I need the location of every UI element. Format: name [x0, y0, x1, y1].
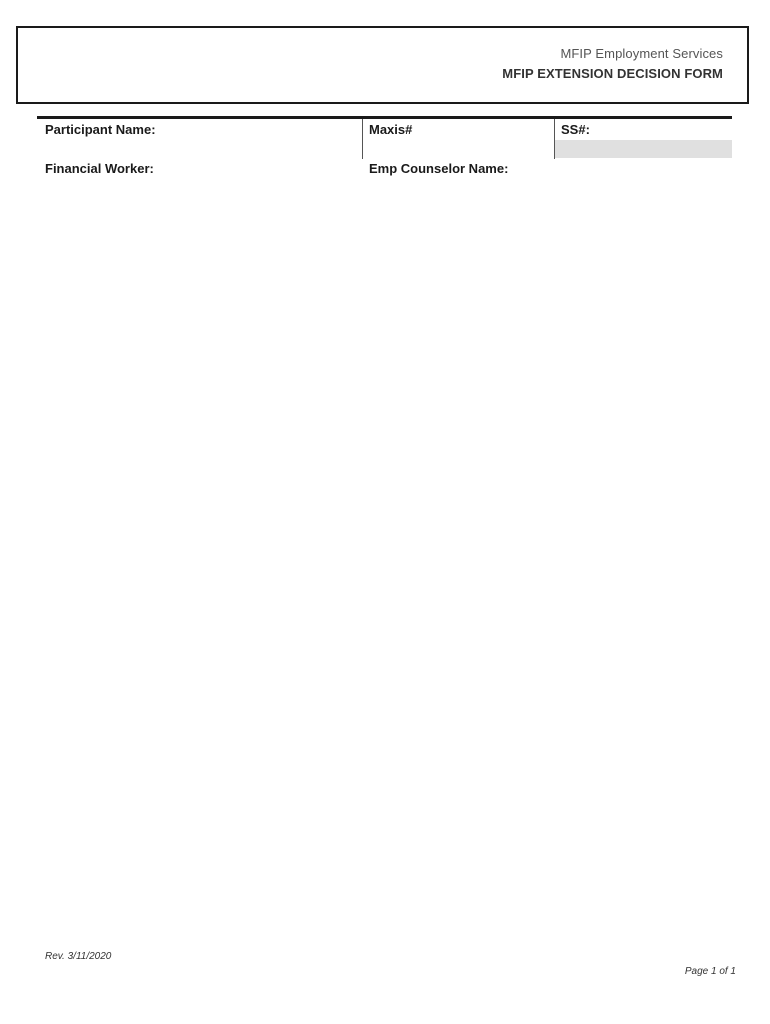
maxis-cell-divider [362, 119, 363, 159]
table-top-rule [37, 116, 732, 119]
page-number: Page 1 of 1 [684, 966, 736, 977]
maxis-label: Maxis# [369, 122, 413, 137]
ss-label: SS#: [561, 122, 590, 137]
financial-worker-label: Financial Worker: [45, 161, 154, 176]
participant-name-label: Participant Name: [45, 122, 156, 137]
participant-info-table [37, 116, 732, 186]
form-header-box [16, 26, 749, 104]
organization-name: MFIP Employment Services [560, 46, 723, 61]
revision-date: Rev. 3/11/2020 [45, 951, 112, 962]
ss-input-field[interactable] [555, 140, 732, 158]
emp-counselor-label: Emp Counselor Name: [369, 161, 509, 176]
form-title: MFIP EXTENSION DECISION FORM [502, 66, 723, 81]
